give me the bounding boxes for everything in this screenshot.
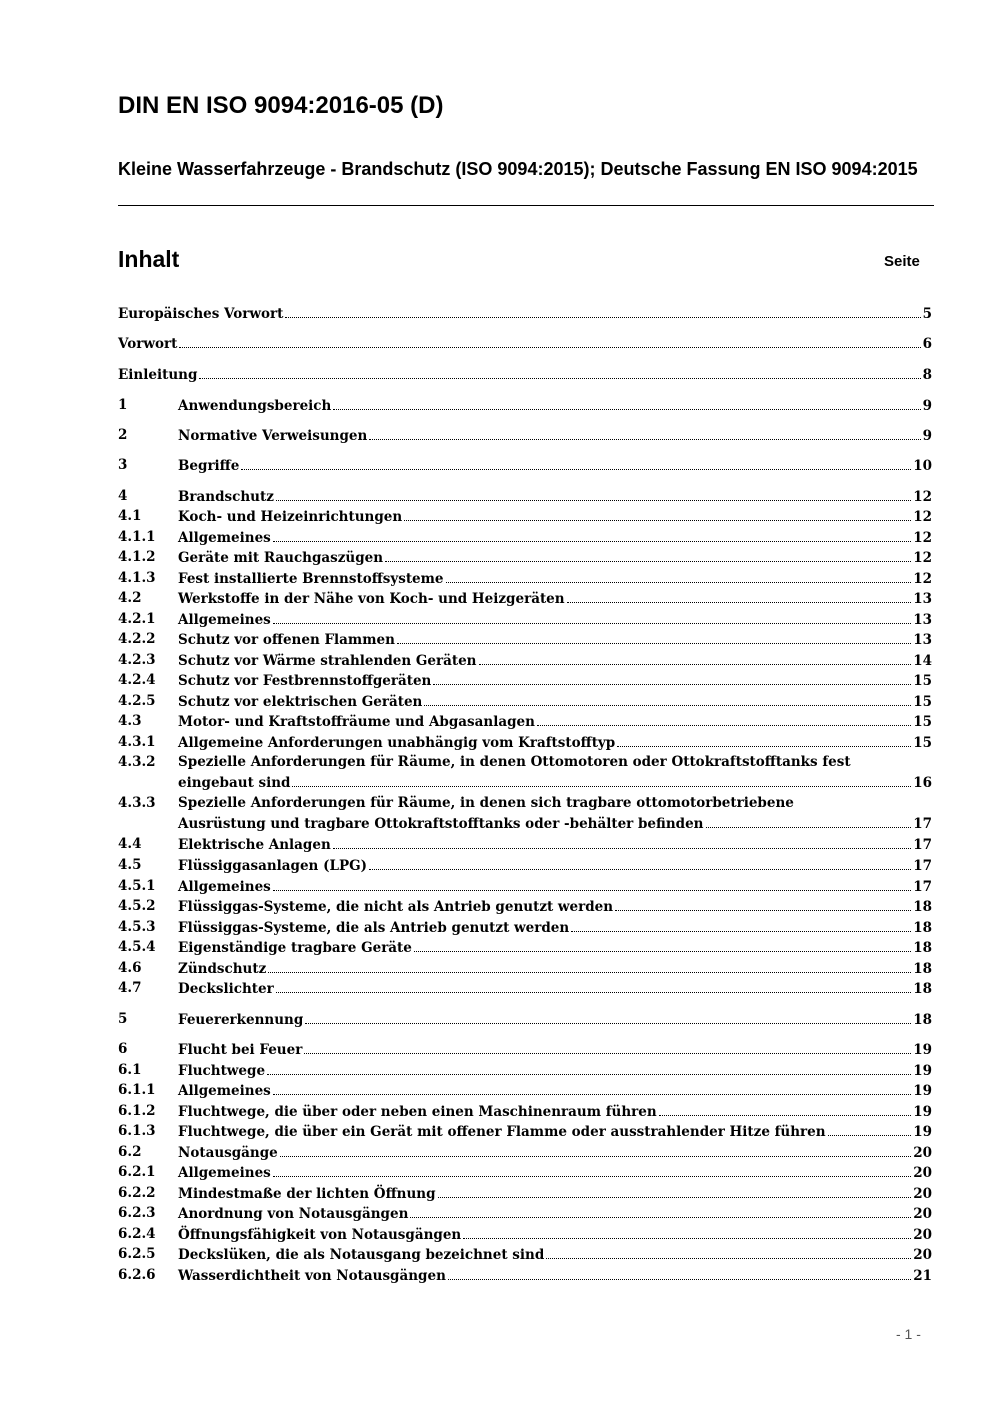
toc-entry[interactable]	[118, 876, 932, 896]
toc-entry-page: 13	[913, 591, 932, 607]
toc-entry[interactable]	[118, 486, 932, 506]
toc-entry-number: 4.5.2	[118, 898, 156, 914]
toc-leader-dots	[280, 1142, 911, 1157]
toc-entry-number: 6.1.1	[118, 1082, 156, 1098]
toc-entry-title: Begriffe	[178, 458, 240, 474]
toc-entry-number: 4.1.1	[118, 529, 156, 545]
toc-entry-page: 6	[922, 336, 932, 352]
toc-entry-title: Allgemeines	[178, 1165, 271, 1181]
toc-entry-title: Notausgänge	[178, 1145, 278, 1161]
toc-entry[interactable]	[118, 896, 932, 916]
toc-entry-number: 4.5.3	[118, 919, 156, 935]
toc-leader-dots	[385, 547, 911, 562]
toc-leader-dots	[273, 876, 911, 891]
toc-entry-number: 4.2.3	[118, 652, 156, 668]
toc-leader-dots	[273, 1080, 911, 1095]
toc-entry-title: Zündschutz	[178, 961, 267, 977]
toc-entry-title: Schutz vor Wärme strahlenden Geräten	[178, 653, 477, 669]
toc-entry-page: 9	[922, 428, 932, 444]
toc-leader-dots	[268, 958, 911, 973]
toc-entry[interactable]	[118, 1265, 932, 1285]
toc-entry-number: 6.2.1	[118, 1164, 156, 1180]
toc-entry-page: 8	[922, 367, 932, 383]
toc-entry-page: 18	[913, 920, 932, 936]
toc-entry-number: 6	[118, 1041, 128, 1057]
toc-page-label: Seite	[884, 253, 920, 270]
toc-leader-dots	[369, 855, 911, 870]
toc-leader-dots	[414, 937, 911, 952]
toc-leader-dots	[241, 455, 911, 470]
toc-entry-title: Flüssiggas-Systeme, die nicht als Antrieb genutzt werden	[178, 899, 614, 915]
toc-entry[interactable]	[118, 937, 932, 957]
toc-entry-title: Brandschutz	[178, 489, 274, 505]
toc-entry-number: 4.2.2	[118, 631, 156, 647]
toc-entry[interactable]	[118, 506, 932, 526]
toc-entry-title: Anwendungsbereich	[178, 398, 332, 414]
toc-entry-title: Deckslüken, die als Notausgang bezeichnet sind	[178, 1247, 545, 1263]
toc-entry[interactable]	[118, 609, 932, 629]
toc-entry-title: Fest installierte Brennstoffsysteme	[178, 571, 444, 587]
toc-entry-number: 4	[118, 488, 128, 504]
toc-entry[interactable]	[118, 1244, 932, 1264]
toc-entry-title: Schutz vor Festbrennstoffgeräten	[178, 673, 432, 689]
toc-entry[interactable]	[118, 834, 932, 854]
toc-entry[interactable]	[118, 1183, 932, 1203]
toc-entry-page: 18	[913, 1012, 932, 1028]
toc-entry-page: 20	[913, 1186, 932, 1202]
document-subtitle: Kleine Wasserfahrzeuge - Brandschutz (ISO 9094:2015); Deutsche Fassung EN ISO 9094:2015	[118, 159, 918, 179]
toc-entry-title: Vorwort	[118, 336, 178, 352]
toc-entry-page: 20	[913, 1247, 932, 1263]
toc-leader-dots	[706, 813, 912, 828]
toc-entry[interactable]	[118, 1060, 932, 1080]
toc-leader-dots	[433, 670, 911, 685]
toc-entry-title: Schutz vor elektrischen Geräten	[178, 694, 423, 710]
toc-entry[interactable]	[118, 455, 932, 475]
toc-entry-page: 15	[913, 694, 932, 710]
toc-entry-title: Flüssiggas-Systeme, die als Antrieb genutzt werden	[178, 920, 570, 936]
toc-entry-title: Allgemeines	[178, 530, 271, 546]
toc-leader-dots	[404, 506, 911, 521]
toc-entry-number: 4.2.4	[118, 672, 156, 688]
toc-entry-title: Normative Verweisungen	[178, 428, 368, 444]
toc-entry[interactable]	[118, 364, 932, 384]
toc-entry-number: 4.3.3	[118, 795, 156, 811]
toc-entry-page: 20	[913, 1206, 932, 1222]
toc-entry-page: 17	[913, 879, 932, 895]
toc-leader-dots	[285, 303, 920, 318]
toc-entry-page: 15	[913, 673, 932, 689]
toc-leader-dots	[267, 1060, 911, 1075]
toc-leader-dots	[179, 333, 920, 348]
toc-entry-page: 16	[913, 775, 932, 791]
toc-heading: Inhalt	[118, 246, 180, 272]
toc-entry-number: 4.2.1	[118, 611, 156, 627]
toc-entry-number: 6.1.2	[118, 1103, 156, 1119]
toc-entry-first-line	[118, 752, 932, 772]
toc-entry[interactable]	[118, 691, 932, 711]
toc-leader-dots	[615, 896, 911, 911]
toc-entry[interactable]	[118, 1142, 932, 1162]
toc-entry[interactable]	[118, 1121, 932, 1141]
toc-entry-title: Flüssiggasanlagen (LPG)	[178, 858, 368, 874]
toc-entry-title: Fluchtwege, die über oder neben einen Maschinenraum führen	[178, 1104, 657, 1120]
toc-leader-dots	[546, 1244, 911, 1259]
toc-entry-title: Anordnung von Notausgängen	[178, 1206, 409, 1222]
toc-entry-page: 14	[913, 653, 932, 669]
toc-entry-title: Eigenständige tragbare Geräte	[178, 940, 412, 956]
toc-entry-title: Mindestmaße der lichten Öffnung	[178, 1186, 436, 1202]
toc-entry-title-line1: Spezielle Anforderungen für Räume, in denen sich tragbare ottomotorbetriebene	[178, 795, 794, 811]
toc-leader-dots	[305, 1009, 911, 1024]
toc-leader-dots	[292, 772, 911, 787]
toc-entry-page: 12	[913, 530, 932, 546]
toc-entry[interactable]	[118, 711, 932, 731]
toc-leader-dots	[276, 486, 911, 501]
toc-entry-first-line	[118, 793, 932, 813]
toc-entry-number: 6.2	[118, 1144, 142, 1160]
toc-entry-page: 17	[913, 858, 932, 874]
toc-entry-title: Öffnungsfähigkeit von Notausgängen	[178, 1227, 462, 1243]
toc-entry-title: Allgemeines	[178, 1083, 271, 1099]
toc-entry-title: Fluchtwege, die über ein Gerät mit offener Flamme oder ausstrahlender Hitze führen	[178, 1124, 826, 1140]
toc-entry-page: 12	[913, 489, 932, 505]
toc-leader-dots	[537, 711, 911, 726]
toc-entry-title: Geräte mit Rauchgaszügen	[178, 550, 384, 566]
toc-entry[interactable]	[118, 588, 932, 608]
toc-entry[interactable]	[118, 425, 932, 445]
toc-entry-page: 19	[913, 1063, 932, 1079]
toc-entry-number: 5	[118, 1011, 128, 1027]
toc-entry-page: 20	[913, 1227, 932, 1243]
toc-entry[interactable]	[118, 527, 932, 547]
toc-entry[interactable]	[118, 772, 932, 792]
toc-entry[interactable]	[118, 1080, 932, 1100]
toc-entry[interactable]	[118, 1203, 932, 1223]
toc-entry-page: 12	[913, 550, 932, 566]
toc-leader-dots	[273, 609, 911, 624]
toc-leader-dots	[333, 834, 911, 849]
toc-entry-number: 4.1.2	[118, 549, 156, 565]
toc-leader-dots	[333, 395, 920, 410]
toc-leader-dots	[571, 917, 911, 932]
toc-entry[interactable]	[118, 813, 932, 833]
toc-leader-dots	[397, 629, 911, 644]
toc-entry-number: 6.2.6	[118, 1267, 156, 1283]
toc-entry-number: 4.6	[118, 960, 142, 976]
toc-entry[interactable]	[118, 395, 932, 415]
toc-entry[interactable]	[118, 978, 932, 998]
toc-entry[interactable]	[118, 547, 932, 567]
toc-leader-dots	[424, 691, 911, 706]
toc-entry-page: 17	[913, 816, 932, 832]
toc-entry-number: 6.2.3	[118, 1205, 156, 1221]
toc-entry-number: 4.5.1	[118, 878, 156, 894]
toc-entry-number: 6.1.3	[118, 1123, 156, 1139]
toc-entry-page: 15	[913, 735, 932, 751]
toc-entry-title: Ausrüstung und tragbare Ottokraftstofftanks oder -behälter befinden	[178, 816, 704, 832]
toc-leader-dots	[438, 1183, 912, 1198]
toc-entry-page: 19	[913, 1042, 932, 1058]
toc-entry[interactable]	[118, 958, 932, 978]
toc-entry-number: 6.2.2	[118, 1185, 156, 1201]
toc-entry-number: 6.1	[118, 1062, 142, 1078]
toc-entry-title: Europäisches Vorwort	[118, 306, 284, 322]
toc-entry-title: Flucht bei Feuer	[178, 1042, 303, 1058]
toc-leader-dots	[659, 1101, 912, 1116]
toc-leader-dots	[199, 364, 920, 379]
toc-entry-number: 6.2.5	[118, 1246, 156, 1262]
toc-entry[interactable]	[118, 1162, 932, 1182]
toc-leader-dots	[479, 650, 912, 665]
toc-leader-dots	[463, 1224, 911, 1239]
toc-entry-number: 4.5	[118, 857, 142, 873]
toc-entry-title: Werkstoffe in der Nähe von Koch- und Heizgeräten	[178, 591, 565, 607]
toc-leader-dots	[273, 527, 911, 542]
toc-entry-number: 4.1.3	[118, 570, 156, 586]
toc-entry-page: 18	[913, 981, 932, 997]
toc-leader-dots	[567, 588, 912, 603]
toc-entry-number: 4.3.2	[118, 754, 156, 770]
toc-entry-number: 4.3	[118, 713, 142, 729]
toc-entry-title-line1: Spezielle Anforderungen für Räume, in denen Ottomotoren oder Ottokraftstofftanks fest	[178, 754, 851, 770]
toc-entry-page: 5	[922, 306, 932, 322]
toc-entry-title: Allgemeines	[178, 612, 271, 628]
toc-entry[interactable]	[118, 732, 932, 752]
toc-entry-page: 13	[913, 612, 932, 628]
toc-entry-number: 4.1	[118, 508, 142, 524]
toc-leader-dots	[276, 978, 912, 993]
toc-entry-page: 20	[913, 1145, 932, 1161]
toc-entry-page: 18	[913, 899, 932, 915]
toc-entry-title: eingebaut sind	[178, 775, 291, 791]
toc-entry-page: 21	[913, 1268, 932, 1284]
toc-entry-page: 12	[913, 571, 932, 587]
toc-entry[interactable]	[118, 1009, 932, 1029]
toc-leader-dots	[410, 1203, 911, 1218]
toc-entry-page: 19	[913, 1083, 932, 1099]
toc-leader-dots	[828, 1121, 912, 1136]
toc-entry-title: Fluchtwege	[178, 1063, 266, 1079]
document-title: DIN EN ISO 9094:2016-05 (D)	[118, 92, 444, 119]
toc-leader-dots	[448, 1265, 911, 1280]
toc-entry-page: 17	[913, 837, 932, 853]
toc-entry-title: Allgemeine Anforderungen unabhängig vom Kraftstofftyp	[178, 735, 616, 751]
toc-entry-page: 15	[913, 714, 932, 730]
toc-entry[interactable]	[118, 855, 932, 875]
toc-entry-page: 19	[913, 1104, 932, 1120]
toc-entry[interactable]	[118, 1101, 932, 1121]
toc-leader-dots	[446, 568, 912, 583]
toc-entry-title: Allgemeines	[178, 879, 271, 895]
toc-entry[interactable]	[118, 650, 932, 670]
toc-entry[interactable]	[118, 303, 932, 323]
toc-entry-page: 10	[913, 458, 932, 474]
toc-entry-number: 4.4	[118, 836, 142, 852]
toc-entry[interactable]	[118, 1039, 932, 1059]
toc-entry-number: 4.2.5	[118, 693, 156, 709]
toc-entry[interactable]	[118, 629, 932, 649]
footer-page-number: - 1 -	[896, 1326, 921, 1342]
toc-entry-page: 13	[913, 632, 932, 648]
toc-leader-dots	[304, 1039, 911, 1054]
toc-entry-title: Einleitung	[118, 367, 198, 383]
toc-entry-title: Koch- und Heizeinrichtungen	[178, 509, 403, 525]
toc-entry-title: Wasserdichtheit von Notausgängen	[178, 1268, 446, 1284]
toc-entry-number: 4.2	[118, 590, 142, 606]
toc-entry-number: 4.7	[118, 980, 142, 996]
toc-entry-number: 1	[118, 397, 128, 413]
toc-entry-number: 6.2.4	[118, 1226, 156, 1242]
toc-leader-dots	[617, 732, 911, 747]
toc-entry[interactable]	[118, 917, 932, 937]
toc-entry-number: 4.5.4	[118, 939, 156, 955]
toc-entry-page: 20	[913, 1165, 932, 1181]
toc-entry-title: Elektrische Anlagen	[178, 837, 331, 853]
toc-entry-page: 12	[913, 509, 932, 525]
toc-entry[interactable]	[118, 568, 932, 588]
toc-leader-dots	[273, 1162, 911, 1177]
toc-entry-title: Schutz vor offenen Flammen	[178, 632, 395, 648]
toc-entry[interactable]	[118, 670, 932, 690]
toc-entry-page: 18	[913, 961, 932, 977]
toc-entry-title: Deckslichter	[178, 981, 274, 997]
toc-leader-dots	[369, 425, 920, 440]
toc-entry-title: Feuererkennung	[178, 1012, 304, 1028]
toc-entry-page: 18	[913, 940, 932, 956]
toc-entry-page: 19	[913, 1124, 932, 1140]
toc-entry[interactable]	[118, 333, 932, 353]
toc-entry-page: 9	[922, 398, 932, 414]
toc-entry[interactable]	[118, 1224, 932, 1244]
toc-entry-number: 3	[118, 457, 128, 473]
toc-entry-number: 4.3.1	[118, 734, 156, 750]
toc-entry-number: 2	[118, 427, 128, 443]
toc-entry-title: Motor- und Kraftstoffräume und Abgasanlagen	[178, 714, 535, 730]
